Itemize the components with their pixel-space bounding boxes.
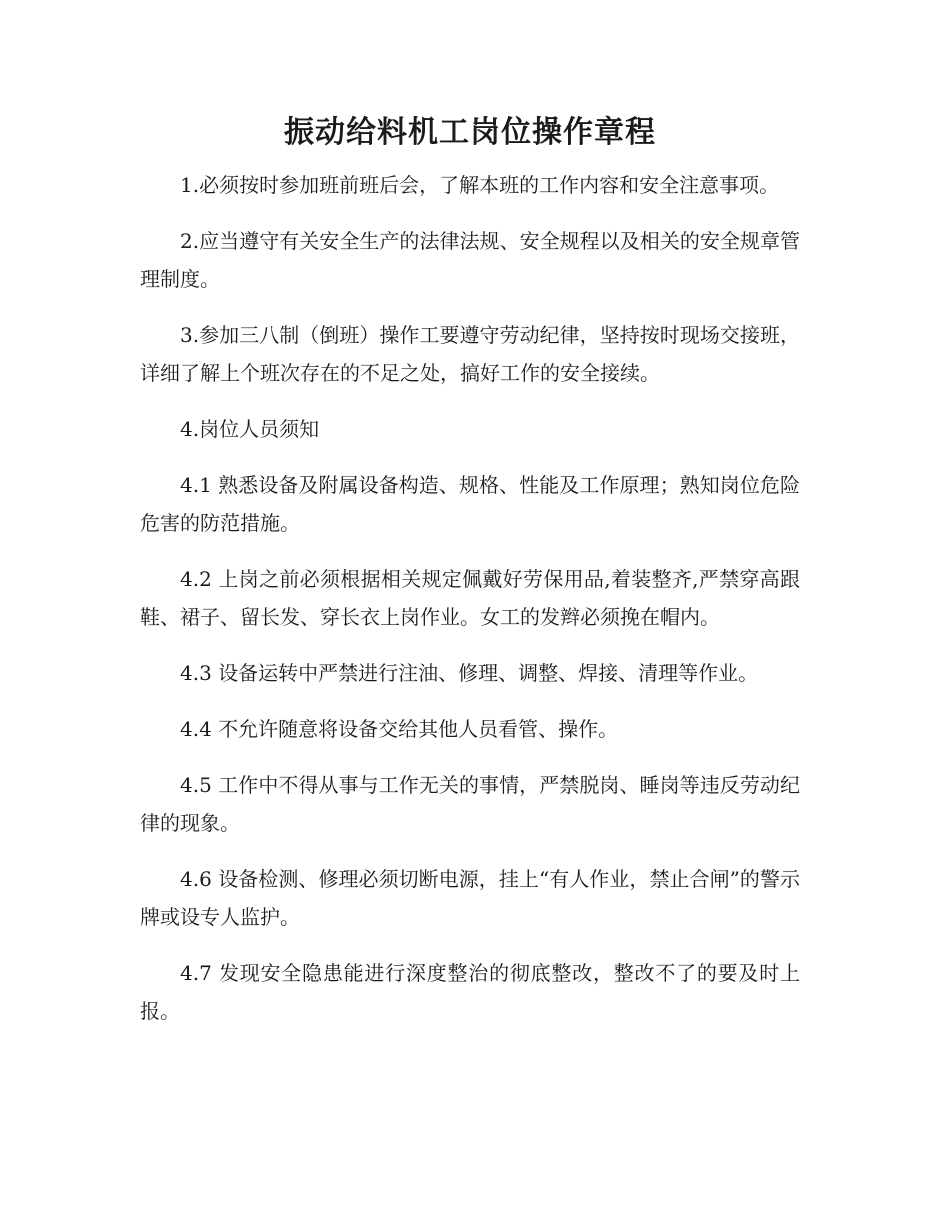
- paragraph-4-3: 4.3 设备运转中严禁进行注油、修理、调整、焊接、清理等作业。: [180, 661, 759, 685]
- paragraph-2: 2.应当遵守有关安全生产的法律法规、安全规程以及相关的安全规章管理制度。: [140, 229, 800, 291]
- document-page: [140, 110, 800, 1030]
- paragraph-4-2: 4.2 上岗之前必须根据相关规定佩戴好劳保用品,着装整齐,严禁穿高跟鞋、裙子、留长发、穿长衣上岗作业。女工的发辫必须挽在帽内。: [140, 567, 800, 629]
- paragraph-4-6: 4.6 设备检测、修理必须切断电源，挂上“有人作业，禁止合闸”的警示牌或设专人监护。: [140, 867, 800, 929]
- paragraph-4-7: 4.7 发现安全隐患能进行深度整治的彻底整改，整改不了的要及时上报。: [140, 961, 800, 1023]
- paragraph-4-5: 4.5 工作中不得从事与工作无关的事情，严禁脱岗、睡岗等违反劳动纪律的现象。: [140, 773, 800, 835]
- document-body: [140, 166, 800, 1030]
- document-title: 振动给料机工岗位操作章程: [284, 115, 656, 150]
- paragraph-4-4: 4.4 不允许随意将设备交给其他人员看管、操作。: [180, 717, 619, 741]
- paragraph-4-1: 4.1 熟悉设备及附属设备构造、规格、性能及工作原理；熟知岗位危险危害的防范措施。: [140, 473, 800, 535]
- paragraph-3: 3.参加三八制（倒班）操作工要遵守劳动纪律，坚持按时现场交接班，详细了解上个班次存在的不足之处，搞好工作的安全接续。: [140, 323, 800, 385]
- paragraph-1: 1.必须按时参加班前班后会，了解本班的工作内容和安全注意事项。: [180, 173, 780, 197]
- paragraph-4: 4.岗位人员须知: [180, 417, 320, 441]
